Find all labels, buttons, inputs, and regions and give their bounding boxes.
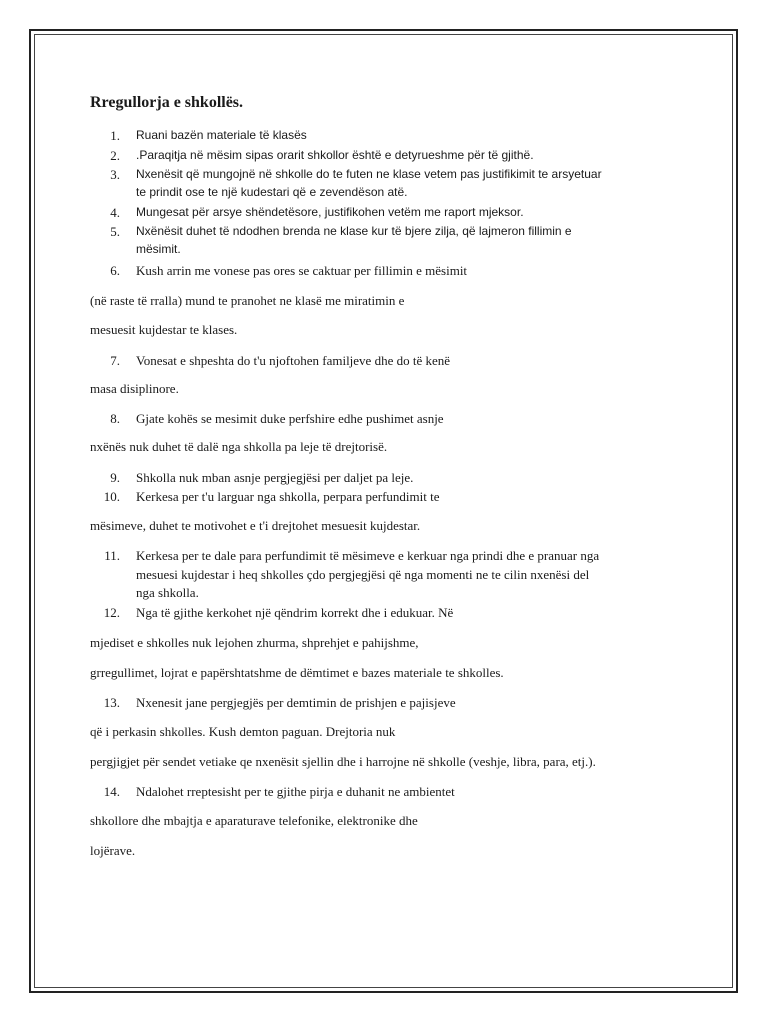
paragraph-line: shkollore dhe mbajtja e aparaturave telefonike, elektronike dhe xyxy=(90,813,418,828)
list-item: Kerkesa per te dale para perfundimit të mësimeve e kerkuar nga prindi dhe e pranuar nga xyxy=(136,548,600,563)
list-number: 14. xyxy=(103,784,120,799)
paragraph-line: nxënës nuk duhet të dalë nga shkolla pa leje të drejtorisë. xyxy=(90,439,388,454)
paragraph-line: mjediset e shkolles nuk lejohen zhurma, shprehjet e pahijshme, xyxy=(90,635,419,650)
list-item: Nxenesit jane pergjegjës per demtimin de prishjen e pajisjeve xyxy=(136,695,456,710)
list-item: Ndalohet rreptesisht per te gjithe pirja e duhanit ne ambientet xyxy=(136,784,455,799)
list-item: Nga të gjithe kerkohet një qëndrim korrekt dhe i edukuar. Në xyxy=(136,605,454,620)
list-number: 9. xyxy=(110,470,120,485)
paragraph-line: mësimeve, duhet te motivohet e t'i drejtohet mesuesit kujdestar. xyxy=(90,518,421,533)
list-number: 5. xyxy=(110,224,120,239)
paragraph-line: (në raste të rralla) mund te pranohet ne klasë me miratimin e xyxy=(90,293,405,308)
list-item: Shkolla nuk mban asnje pergjegjësi per daljet pa leje. xyxy=(136,470,414,485)
list-number: 11. xyxy=(104,548,120,563)
paragraph-line: lojërave. xyxy=(90,843,136,858)
list-item: Kerkesa per t'u larguar nga shkolla, perpara perfundimit te xyxy=(136,489,440,504)
list-item: Nxënësit duhet të ndodhen brenda ne klase kur të bjere zilja, që lajmeron fillimin e xyxy=(136,224,572,238)
list-item-continuation: mësimit. xyxy=(136,242,181,256)
list-item: Gjate kohës se mesimit duke perfshire edhe pushimet asnje xyxy=(136,411,444,426)
list-number: 13. xyxy=(103,695,120,710)
list-item-continuation: te prindit ose te një kudestari që e zevendëson atë. xyxy=(136,185,408,199)
list-number: 1. xyxy=(110,128,120,143)
paragraph-line: që i perkasin shkolles. Kush demton paguan. Drejtoria nuk xyxy=(90,724,396,739)
list-item: .Paraqitja në mësim sipas orarit shkollor është e detyrueshme për të gjithë. xyxy=(136,148,534,162)
list-number: 4. xyxy=(110,205,120,220)
list-number: 10. xyxy=(103,489,120,504)
list-item: Vonesat e shpeshta do t'u njoftohen familjeve dhe do të kenë xyxy=(136,353,451,368)
list-number: 8. xyxy=(110,411,120,426)
list-item-continuation: nga shkolla. xyxy=(136,585,199,600)
paragraph-line: grregullimet, lojrat e papërshtatshme de dëmtimet e bazes materiale te shkolles. xyxy=(90,665,504,680)
list-number: 3. xyxy=(110,167,120,182)
paragraph-line: masa disiplinore. xyxy=(90,381,179,396)
document-title: Rregullorja e shkollës. xyxy=(90,94,244,111)
list-item: Ruani bazën materiale të klasës xyxy=(136,128,307,142)
list-item: Mungesat për arsye shëndetësore, justifikohen vetëm me raport mjeksor. xyxy=(136,205,524,219)
list-number: 6. xyxy=(110,263,120,278)
paragraph-line: mesuesit kujdestar te klases. xyxy=(90,322,238,337)
list-item: Nxenësit që mungojnë në shkolle do te futen ne klase vetem pas justifikimit te arsyetuar xyxy=(136,167,602,181)
list-number: 2. xyxy=(110,148,120,163)
list-number: 12. xyxy=(103,605,120,620)
paragraph-line: pergjigjet për sendet vetiake qe nxenësit sjellin dhe i harrojne në shkolle (veshje, libra, para, etj.). xyxy=(90,754,596,769)
list-item-continuation: mesuesi kujdestar i heq shkolles çdo pergjegjësi që nga momenti ne te cilin nxenësi del xyxy=(136,567,590,582)
list-number: 7. xyxy=(110,353,120,368)
list-item: Kush arrin me vonese pas ores se caktuar per fillimin e mësimit xyxy=(136,263,468,278)
